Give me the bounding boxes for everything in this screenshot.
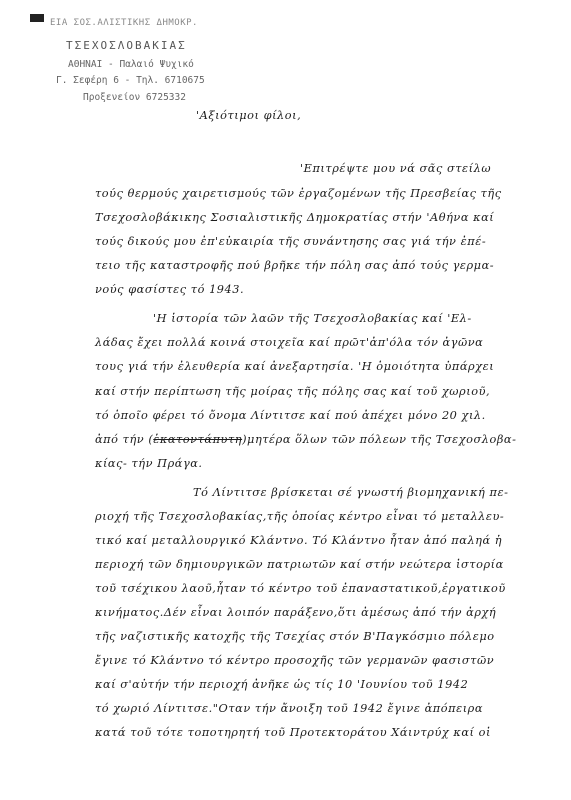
paragraph-3-line-3: τικό καί μεταλλουργικό Κλάντνο. Τό Κλάντνο ἦταν ἀπό παληά ἡ	[95, 534, 503, 547]
letterhead-line-4: Γ. Σεφέρη 6 - Τηλ. 6710675	[56, 75, 205, 86]
letterhead-line-5: Προξενείον 6725332	[83, 92, 186, 103]
paragraph-3-line-11: κατά τοῦ τότε τοποτηρητή τοῦ Προτεκτοράτου Χάιντρύχ καί οἱ	[95, 726, 491, 739]
paragraph-3-line-7: τῆς ναζιστικῆς κατοχῆς τῆς Τσεχίας στόν Β'Παγκόσμιο πόλεμο	[95, 630, 495, 643]
paragraph-3-line-4: περιοχή τῶν δημιουργικῶν πατριωτῶν καί στήν νεώτερα ἱστορία	[95, 558, 504, 571]
paragraph-2-line-3: τους γιά τήν ἐλευθερία καί ἀνεξαρτησία. 'Η ὁμοιότητα ὑπάρχει	[95, 360, 495, 373]
paragraph-1-line-5: τειο τῆς καταστροφῆς πού βρῆκε τήν πόλη σας ἀπό τούς γερμα-	[95, 259, 495, 272]
paragraph-1-line-2: τούς θερμούς χαιρετισμούς τῶν ἐργαζομένων τῆς Πρεσβείας τῆς	[95, 187, 502, 200]
paragraph-2-line-1: 'Η ἱστορία τῶν λαῶν τῆς Τσεχοσλοβακίας καί 'Ελ-	[153, 312, 472, 325]
struck-word: ἑκατοντάπυτη	[153, 433, 243, 446]
letterhead-line-2: ΤΣΕΧΟΣΛΟΒΑΚΙΑΣ	[66, 39, 187, 52]
paragraph-2-line-5: τό ὁποῖο φέρει τό ὄνομα Λίντιτσε καί πού ἀπέχει μόνο 20 χιλ.	[95, 409, 486, 422]
paragraph-3-line-9: καί σ'αὐτήν τήν περιοχή ἀνῆκε ὡς τίς 10 'Ιουνίου τοῦ 1942	[95, 678, 469, 691]
salutation: 'Αξιότιμοι φίλοι,	[196, 109, 302, 122]
paragraph-2-line-6	[95, 433, 516, 446]
paragraph-1-line-1: 'Επιτρέψτε μου νά σᾶς στείλω	[300, 162, 492, 175]
paragraph-3-line-1: Τό Λίντιτσε βρίσκεται σέ γνωστή βιομηχανική πε-	[193, 486, 509, 499]
paragraph-2-line-2: λάδας ἔχει πολλά κοινά στοιχεῖα καί πρῶτ'ἀπ'όλα τόν ἀγῶνα	[95, 336, 484, 349]
p2-line6-start: ἀπό τήν (	[95, 433, 154, 446]
paragraph-3-line-2: ριοχή τῆς Τσεχοσλοβακίας,τῆς ὁποίας κέντρο εἶναι τό μεταλλευ-	[95, 510, 505, 523]
letterhead-line-3: ΑΘΗΝΑΙ - Παλαιό Ψυχικό	[68, 59, 194, 70]
paragraph-3-line-10: τό χωριό Λίντιτσε."Οταν τήν ἄνοιξη τοῦ 1942 ἔγινε ἀπόπειρα	[95, 702, 484, 715]
paragraph-2-line-4: καί στήν περίπτωση τῆς μοίρας τῆς πόλης σας καί τοῦ χωριοῦ,	[95, 385, 491, 398]
paragraph-2-line-7: κίας- τήν Πράγα.	[95, 457, 203, 470]
paragraph-1-line-4: τούς δικούς μου ἐπ'εὐκαιρία τῆς συνάντησης σας γιά τήν ἐπέ-	[95, 235, 487, 248]
paragraph-3-line-8: ἔγινε τό Κλάντνο τό κέντρο προσοχῆς τῶν γερμανῶν φασιστῶν	[95, 654, 495, 667]
scan-edge-mark	[30, 14, 44, 22]
paragraph-3-line-5: τοῦ τσέχικου λαοῦ,ἦταν τό κέντρο τοῦ ἐπαναστατικοῦ,ἐργατικοῦ	[95, 582, 506, 595]
p2-line6-end: )μητέρα ὅλων τῶν πόλεων τῆς Τσεχοσλοβα-	[242, 433, 517, 446]
paragraph-1-line-3: Τσεχοσλοβάκικης Σοσιαλιστικῆς Δημοκρατίας στήν 'Αθήνα καί	[95, 211, 495, 224]
letterhead-line-1: ΕΙΑ ΣΟΣ.ΑΛΙΣΤΙΚΗΣ ΔΗΜΟΚΡ.	[50, 18, 198, 28]
paragraph-3-line-6: κινήματος.Δέν εἶναι λοιπόν παράξενο,ὅτι ἀμέσως ἀπό τήν ἀρχή	[95, 606, 497, 619]
paragraph-1-line-6: νούς φασίστες τό 1943.	[95, 283, 245, 296]
